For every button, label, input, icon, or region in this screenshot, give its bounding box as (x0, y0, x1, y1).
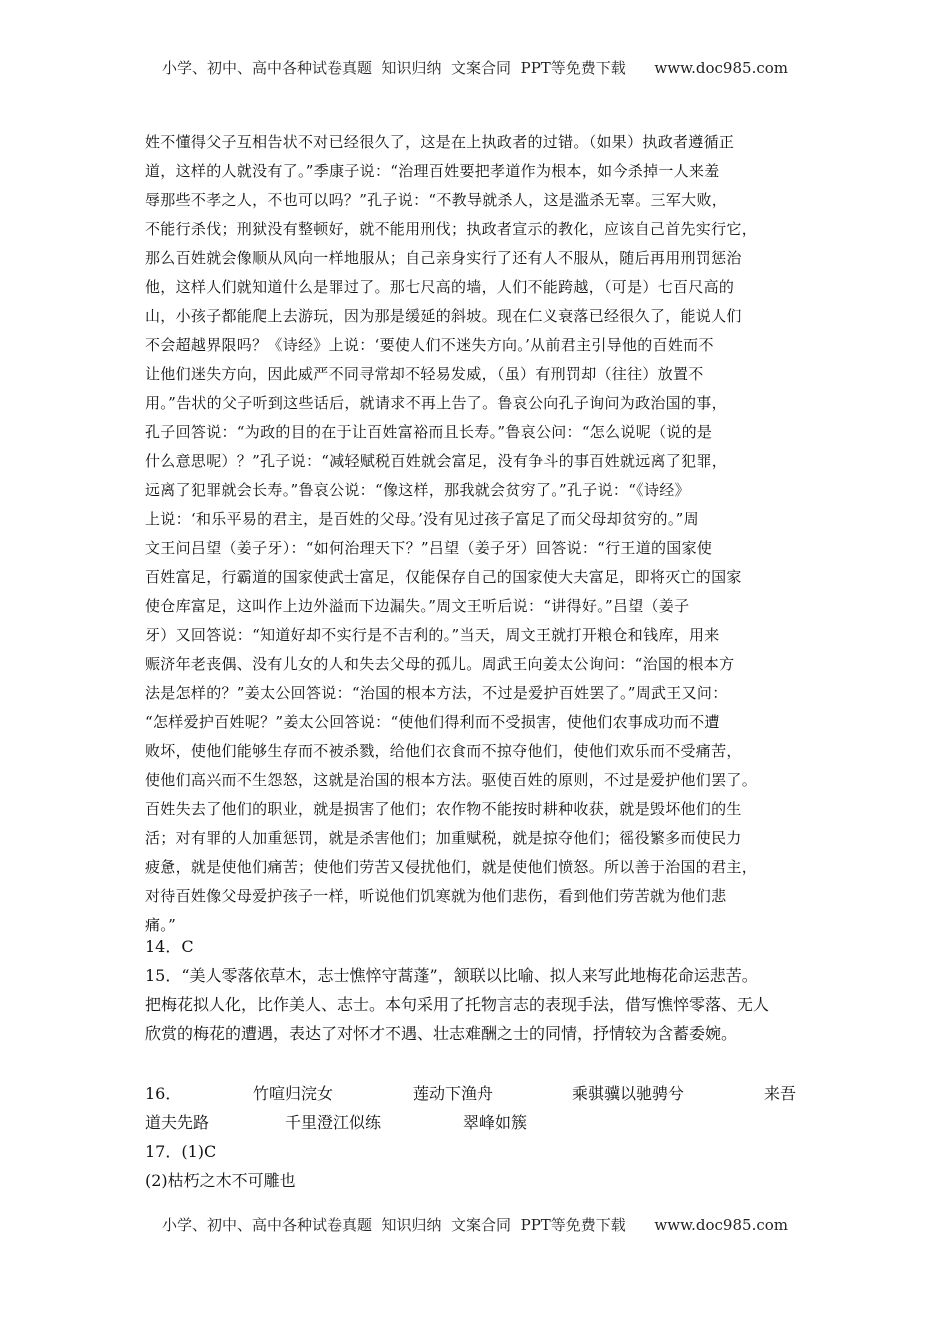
translation-line: “怎样爱护百姓呢？”姜太公回答说：“使他们得利而不受损害，使他们农事成功而不遭 (145, 713, 720, 731)
translation-line: 败坏，使他们能够生存而不被杀戮，给他们衣食而不掠夺他们，使他们欢乐而不受痛苦， (145, 742, 742, 760)
translation-line: 牙）又回答说：“知道好却不实行是不吉利的。”当天，周文王就打开粮仓和钱库，用来 (145, 626, 720, 644)
answer-14: 14．C (145, 937, 194, 956)
translation-line: 活；对有罪的人加重惩罚，就是杀害他们；加重赋税，就是掠夺他们；徭役繁多而使民力 (145, 829, 742, 847)
translation-line: 对待百姓像父母爱护孩子一样，听说他们饥寒就为他们悲伤，看到他们劳苦就为他们悲 (145, 887, 727, 905)
translation-line: 使仓库富足，这叫作上边外溢而下边漏失。”周文王听后说：“讲得好。”吕望（姜子 (145, 597, 690, 615)
translation-line: 百姓富足，行霸道的国家使武士富足，仅能保存自己的国家使大夫富足，即将灭亡的国家 (145, 568, 742, 586)
translation-line: 远离了犯罪就会长寿。”鲁哀公说：“像这样，那我就会贫穷了。”孔子说：“《诗经》 (145, 481, 690, 499)
answer-17-2: (2)枯朽之木不可雕也 (145, 1171, 296, 1190)
translation-line: 疲惫，就是使他们痛苦；使他们劳苦又侵扰他们，就是使他们愤怒。所以善于治国的君主， (145, 858, 758, 876)
answer-16-item: 翠峰如簇 (463, 1113, 528, 1132)
answer-16-row-1 (145, 1079, 805, 1108)
answer-15-line: 15．“美人零落依草木，志士憔悴守蒿蓬”，颔联以比喻、拟人来写此地梅花命运悲苦。 (145, 966, 758, 985)
answer-16-item: 竹喧归浣女 (253, 1084, 334, 1103)
translation-line: 使他们高兴而不生怨怒，这就是治国的根本方法。驱使百姓的原则，不过是爱护他们罢了。 (145, 771, 758, 789)
answer-16-item: 道夫先路 (145, 1113, 210, 1132)
page-footer: 小学、初中、高中各种试卷真题 知识归纳 文案合同 PPT等免费下载 www.doc985.com (161, 1216, 788, 1234)
translation-line: 那么百姓就会像顺从风向一样地服从；自己亲身实行了还有人不服从，随后再用刑罚惩治 (145, 249, 742, 267)
answer-16-number: 16． (145, 1084, 182, 1103)
answer-15-line: 把梅花拟人化，比作美人、志士。本句采用了托物言志的表现手法，借写憔悴零落、无人 (145, 995, 770, 1014)
answer-16-row-2 (145, 1108, 805, 1137)
translation-line: 山，小孩子都能爬上去游玩，因为那是缓延的斜坡。现在仁义衰落已经很久了，能说人们 (145, 307, 742, 325)
answer-15-line: 欣赏的梅花的遭遇，表达了对怀才不遇、壮志难酬之士的同情，抒情较为含蓄委婉。 (145, 1024, 738, 1043)
translation-line: 用。”告状的父子听到这些话后，就请求不再上告了。鲁哀公向孔子询问为政治国的事， (145, 394, 727, 412)
translation-line: 什么意思呢）？”孔子说：“减轻赋税百姓就会富足，没有争斗的事百姓就远离了犯罪， (145, 452, 728, 470)
translation-line: 道，这样的人就没有了。”季康子说：“治理百姓要把孝道作为根本，如今杀掉一人来羞 (145, 162, 720, 180)
answer-16-item: 来吾 (764, 1084, 797, 1103)
translation-line: 百姓失去了他们的职业，就是损害了他们；农作物不能按时耕种收获，就是毁坏他们的生 (145, 800, 742, 818)
answer-15 (145, 961, 810, 1048)
answer-17-1: 17．(1)C (145, 1142, 217, 1161)
answer-16-item: 莲动下渔舟 (413, 1084, 494, 1103)
translation-line: 不会超越界限吗？《诗经》上说：‘要使人们不迷失方向。’从前君主引导他的百姓而不 (145, 336, 714, 354)
translation-line: 姓不懂得父子互相告状不对已经很久了，这是在上执政者的过错。（如果）执政者遵循正 (145, 133, 735, 151)
page-header: 小学、初中、高中各种试卷真题 知识归纳 文案合同 PPT等免费下载 www.doc985.com (161, 59, 788, 77)
translation-line: 赈济年老丧偶、没有儿女的人和失去父母的孤儿。周武王向姜太公询问：“治国的根本方 (145, 655, 735, 673)
answer-16-item: 乘骐骥以驰骋兮 (572, 1084, 685, 1103)
translation-paragraph (145, 128, 810, 940)
translation-line: 痛。” (145, 916, 177, 934)
translation-line: 辱那些不孝之人，不也可以吗？”孔子说：“不教导就杀人，这是滥杀无辜。三军大败， (145, 191, 728, 209)
translation-line: 孔子回答说：“为政的目的在于让百姓富裕而且长寿。”鲁哀公问：“怎么说呢（说的是 (145, 423, 713, 441)
answer-16-item: 千里澄江似练 (285, 1113, 382, 1132)
translation-line: 不能行杀伐；刑狱没有整顿好，就不能用刑伐；执政者宣示的教化，应该自己首先实行它， (145, 220, 758, 238)
translation-line: 上说：‘和乐平易的君主，是百姓的父母。’没有见过孩子富足了而父母却贫穷的。”周 (145, 510, 699, 528)
translation-line: 让他们迷失方向，因此威严不同寻常却不轻易发威，（虽）有刑罚却（往往）放置不 (145, 365, 704, 383)
translation-line: 法是怎样的？”姜太公回答说：“治国的根本方法，不过是爱护百姓罢了。”周武王又问： (145, 684, 728, 702)
translation-line: 文王问吕望（姜子牙）：“如何治理天下？”吕望（姜子牙）回答说：“行王道的国家使 (145, 539, 713, 557)
answer-16 (145, 1079, 805, 1137)
translation-line: 他，这样人们就知道什么是罪过了。那七尺高的墙，人们不能跨越，（可是）七百尺高的 (145, 278, 735, 296)
